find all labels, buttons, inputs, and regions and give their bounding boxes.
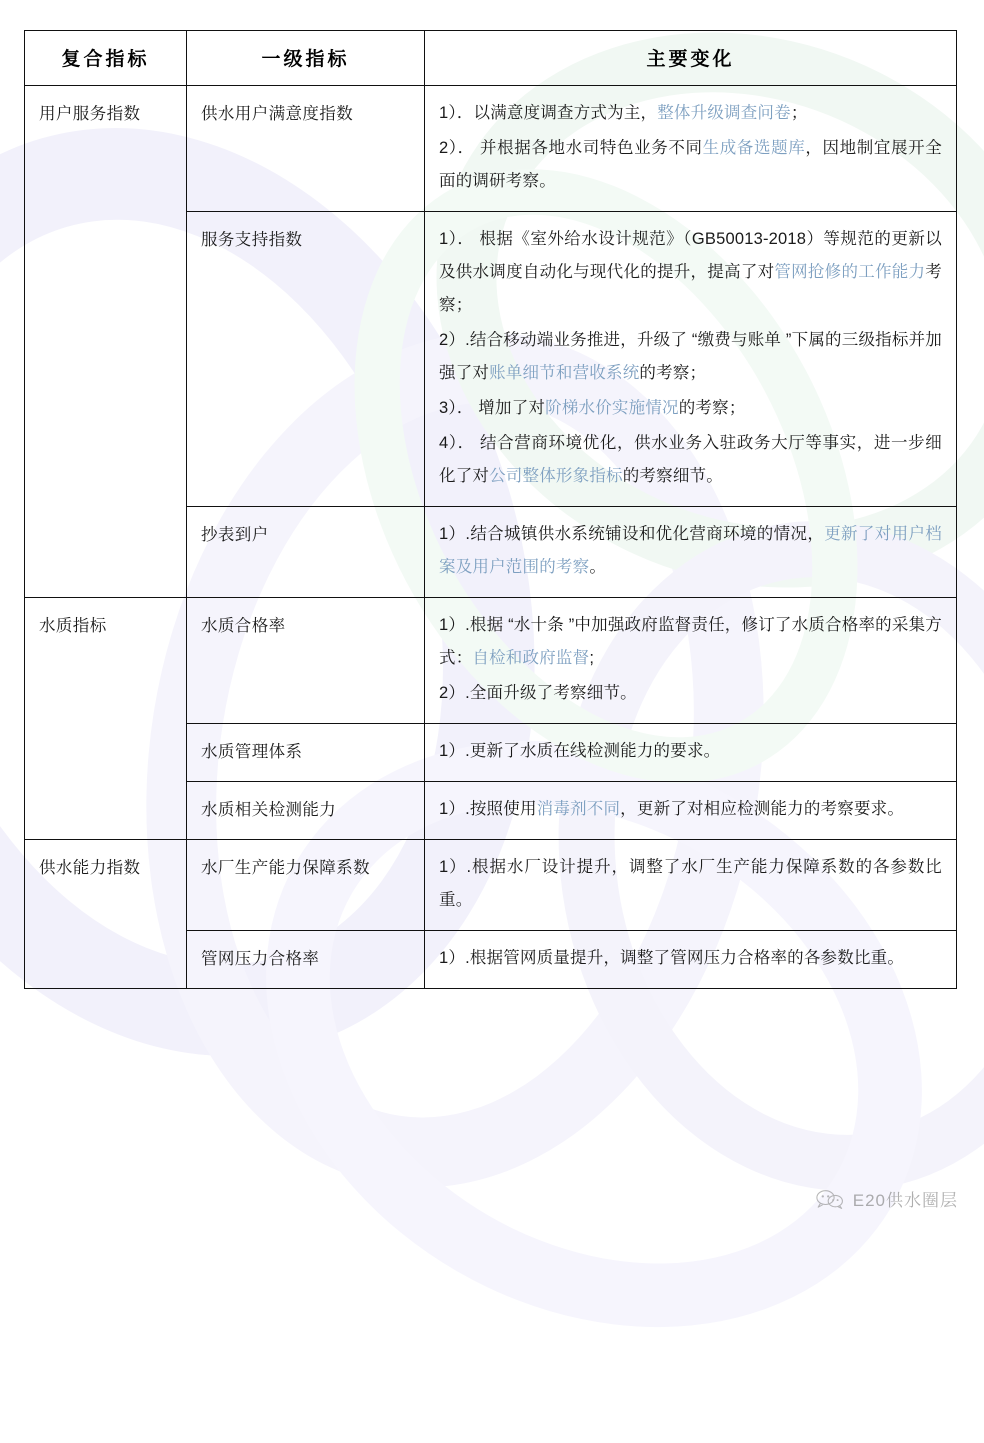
highlighted-text: 账单细节和营收系统 <box>489 364 640 382</box>
change-text: 1）．以满意度调查方式为主， <box>439 104 658 122</box>
primary-indicator-cell: 抄表到户 <box>187 507 425 598</box>
change-text: ； <box>790 104 808 122</box>
main-changes-cell <box>425 931 957 989</box>
table-header <box>25 31 957 86</box>
highlighted-text: 消毒剂不同 <box>536 800 621 818</box>
highlighted-text: 自检和政府监督 <box>472 649 590 667</box>
wechat-bubble-icon <box>815 1189 845 1209</box>
change-item <box>439 97 942 130</box>
primary-indicator-cell: 水厂生产能力保障系数 <box>187 840 425 931</box>
indicator-changes-table <box>24 30 957 989</box>
composite-indicator-cell: 供水能力指数 <box>25 840 187 989</box>
change-text: 1）.根据 “水十条 ”中加强政府监督责任，修订了水质合格率的采集方式： <box>439 616 942 667</box>
main-changes-cell <box>425 212 957 507</box>
table-row <box>25 86 957 212</box>
highlighted-text: 阶梯水价实施情况 <box>545 399 679 417</box>
change-text: 2）． 并根据各地水司特色业务不同 <box>439 139 703 157</box>
change-item <box>439 609 942 675</box>
primary-indicator-cell: 水质管理体系 <box>187 724 425 782</box>
main-changes-cell <box>425 724 957 782</box>
change-text: 4）． 结合营商环境优化，供水业务入驻政务大厅等事实，进一步细化了对 <box>439 434 942 485</box>
column-header-changes: 主要变化 <box>425 31 957 86</box>
change-text: 2）.结合移动端业务推进，升级了 “缴费与账单 ”下属的三级指标并加强了对 <box>439 331 942 382</box>
change-text: 2）.全面升级了考察细节。 <box>439 684 637 702</box>
change-text: ，更新了对相应检测能力的考察要求。 <box>620 800 905 818</box>
column-header-primary: 一级指标 <box>187 31 425 86</box>
change-text: 3）． 增加了对 <box>439 399 546 417</box>
table-row <box>25 598 957 724</box>
change-item <box>439 735 942 768</box>
change-text: 的考察； <box>639 364 707 382</box>
primary-indicator-cell: 供水用户满意度指数 <box>187 86 425 212</box>
change-text: 。 <box>589 558 607 576</box>
highlighted-text: 生成备选题库 <box>702 139 806 157</box>
composite-indicator-cell: 水质指标 <box>25 598 187 840</box>
column-header-composite: 复合指标 <box>25 31 187 86</box>
highlighted-text: 管网抢修的工作能力 <box>774 263 926 281</box>
change-text: ; <box>589 649 595 667</box>
change-text: 1）.按照使用 <box>439 800 537 818</box>
footer-brand <box>815 1186 958 1211</box>
change-item <box>439 793 942 826</box>
change-text: 1）.根据水厂设计提升，调整了水厂生产能力保障系数的各参数比重。 <box>439 858 942 909</box>
primary-indicator-cell: 水质相关检测能力 <box>187 782 425 840</box>
highlighted-text: 公司整体形象指标 <box>489 467 623 485</box>
footer-brand-label: E20供水圈层 <box>852 1191 958 1210</box>
change-item <box>439 324 942 390</box>
main-changes-cell <box>425 598 957 724</box>
change-text: 1）． 根据《室外给水设计规范》（GB50013-2018）等规范的更新以及供水调度自动化与现代化的提升，提高了对 <box>439 230 942 281</box>
primary-indicator-cell: 水质合格率 <box>187 598 425 724</box>
table-header-row <box>25 31 957 86</box>
change-item <box>439 518 942 584</box>
change-text: 1）.更新了水质在线检测能力的要求。 <box>439 742 721 760</box>
change-text: 考察； <box>439 263 942 314</box>
change-item <box>439 427 942 493</box>
change-item <box>439 851 942 917</box>
change-text: ，因地制宜展开全面的调研考察。 <box>439 139 943 190</box>
main-changes-cell <box>425 840 957 931</box>
change-item <box>439 223 942 322</box>
change-text: 1）.结合城镇供水系统铺设和优化营商环境的情况， <box>439 525 825 543</box>
composite-indicator-cell: 用户服务指数 <box>25 86 187 598</box>
change-text: 的考察； <box>678 399 746 417</box>
change-text: 的考察细节。 <box>622 467 723 485</box>
primary-indicator-cell: 服务支持指数 <box>187 212 425 507</box>
highlighted-text: 更新了对用户档案及用户范围的考察 <box>439 525 942 576</box>
table-row <box>25 840 957 931</box>
change-item <box>439 392 942 425</box>
main-changes-cell <box>425 507 957 598</box>
highlighted-text: 整体升级调查问卷 <box>657 104 791 122</box>
main-changes-cell <box>425 782 957 840</box>
primary-indicator-cell: 管网压力合格率 <box>187 931 425 989</box>
change-item <box>439 132 942 198</box>
change-text: 1）.根据管网质量提升，调整了管网压力合格率的各参数比重。 <box>439 949 905 967</box>
change-item <box>439 942 942 975</box>
table-body <box>25 86 957 989</box>
main-changes-cell <box>425 86 957 212</box>
change-item <box>439 677 942 710</box>
